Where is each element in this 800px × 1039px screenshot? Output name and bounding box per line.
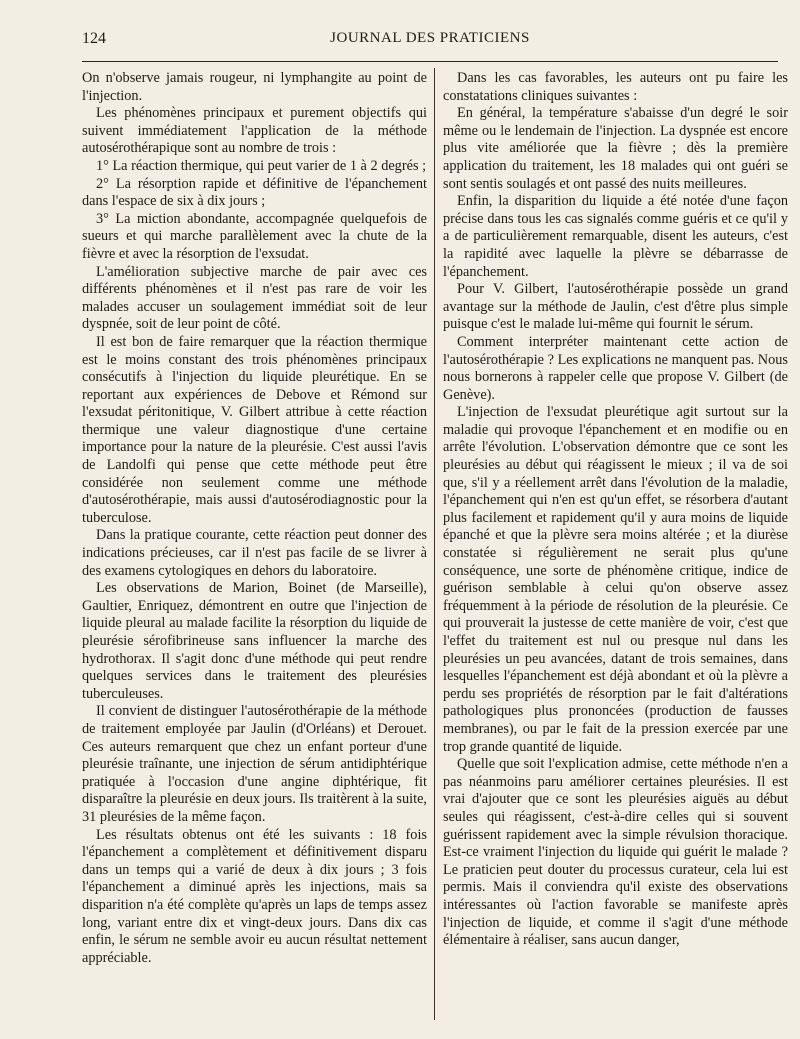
right-column xyxy=(443,70,788,950)
page-header xyxy=(82,30,778,52)
paragraph: L'injection de l'exsudat pleurétique agit surtout sur la maladie qui provoque l'épanchement et en modifie ou en arrête l'évolution. L'observation démontre que ce sont les pleurésies au début qui réagissent le mieux ; il va de soi que, s'il y a réellement arrêt dans l'évolution de la maladie, l'épanchement qui n'en est qu'un effet, se résorbera d'autant plus facilement et rapidement qu'il y aura moins de liquide épanché et que la plèvre sera moins altérée ; et la diurèse constatée si régulièrement ne serait plus qu'une conséquence, une sorte de phénomène critique, indice de guérison semblable à celui qu'on observe assez fréquemment à la période de résolution de la pleurésie. Ce qui prouverait la justesse de cette manière de voir, c'est que l'effet du traitement est nul ou presque nul dans les pleurésies un peu avancées, datant de trois semaines, dans lesquelles l'épanchement est déjà abondant et où la plèvre a perdu ses propriétés de résorption par le fait d'altérations pathologiques plus prononcées (production de fausses membranes), ou par le fait de la pression exercée par une trop grande quantité de liquide. xyxy=(443,404,788,755)
running-title: JOURNAL DES PRATICIENS xyxy=(330,30,530,46)
paragraph: Comment interpréter maintenant cette action de l'autosérothérapie ? Les explications ne manquent pas. Nous nous bornerons à rappeler celle que propose V. Gilbert (de Genève). xyxy=(443,333,788,403)
paragraph: En général, la température s'abaisse d'un degré le soir même ou le lendemain de l'injection. La dyspnée est encore plus vite améliorée que la fièvre ; dès la première application du traitement, les 18 malades qui ont guéri se sont sentis soulagés et ont passé des nuits meilleures. xyxy=(443,105,788,192)
paragraph: Il convient de distinguer l'autosérothérapie de la méthode de traitement employée par Jaulin (d'Orléans) et Derouet. Ces auteurs remarquent que chez un enfant porteur d'une pleurésie traînante, une injection de sérum antidiphtérique pratiquée à l'occasion d'une angine diphtérique, fit disparaître la pleurésie en deux jours. Ils traitèrent à la suite, 31 pleurésies de la même façon. xyxy=(82,703,427,825)
paragraph: Pour V. Gilbert, l'autosérothérapie possède un grand avantage sur la méthode de Jaulin, c'est d'être plus simple puisque c'est le malade lui-même qui fournit le sérum. xyxy=(443,281,788,333)
paragraph: Il est bon de faire remarquer que la réaction thermique est le moins constant des trois phénomènes principaux consécutifs à l'injection du liquide pleurétique. En se reportant aux expériences de Debove et Rémond sur l'exsudat péritonitique, V. Gilbert attribue à cette réaction thermique une valeur diagnostique d'une certaine importance pour la nature de la pleurésie. C'est aussi l'avis de Landolfi qui pense que cette méthode peut être considérée non seulement comme une méthode d'autosérothérapie, mais aussi d'autosérodiagnostic pour la tuberculose. xyxy=(82,333,427,526)
page-number: 124 xyxy=(82,30,106,47)
paragraph: L'amélioration subjective marche de pair avec ces différents phénomènes et il n'est pas rare de voir les malades accuser un soulagement immédiat soit de leur dyspnée, soit de leur point de côté. xyxy=(82,263,427,333)
paragraph: 3° La miction abondante, accompagnée quelquefois de sueurs et qui marche parallèlement avec la chute de la fièvre et avec la résorption de l'exsudat. xyxy=(82,210,427,262)
header-rule xyxy=(82,61,778,62)
paragraph: Dans la pratique courante, cette réaction peut donner des indications précieuses, car il n'est pas facile de se livrer à des examens cytologiques en dehors du laboratoire. xyxy=(82,527,427,579)
paragraph: Quelle que soit l'explication admise, cette méthode n'en a pas néanmoins paru améliorer certaines pleurésies. Il est vrai d'ajouter que ce sont les pleurésies aiguës au début seules qui réagissent, c'est-à-dire celles qui si souvent guérissent rapidement avec la simple révulsion thoracique. Est-ce vraiment l'injection du liquide qui guérit le malade ? Le praticien peut douter du processus curateur, cela lui est permis. Mais il conviendra qu'il existe des observations intéressantes où l'action favorable se manifeste après l'injection de liquide, et comme il s'agit d'une méthode élémentaire à réaliser, sans aucun danger, xyxy=(443,756,788,949)
paragraph: 2° La résorption rapide et définitive de l'épanchement dans l'espace de six à dix jours ; xyxy=(82,175,427,210)
paragraph: Enfin, la disparition du liquide a été notée d'une façon précise dans tous les cas signalés comme guéris et ce qu'il y a de particulièrement remarquable, disent les auteurs, c'est la rapidité avec laquelle la plèvre se débarrasse de l'épanchement. xyxy=(443,193,788,280)
column-divider xyxy=(434,68,435,1020)
paragraph: Les observations de Marion, Boinet (de Marseille), Gaultier, Enriquez, démontrent en outre que l'injection de liquide pleural au malade facilite la résorption du liquide de pleurésie sérofibrineuse sans influencer la marche des hydrothorax. Il s'agit donc d'une méthode qui peut rendre quelques services dans le traitement des pleurésies tuberculeuses. xyxy=(82,580,427,702)
left-column xyxy=(82,70,427,967)
paragraph: Les phénomènes principaux et purement objectifs qui suivent immédiatement l'application de la méthode autosérothérapique sont au nombre de trois : xyxy=(82,105,427,157)
paragraph: 1° La réaction thermique, qui peut varier de 1 à 2 degrés ; xyxy=(96,157,427,174)
paragraph: Dans les cas favorables, les auteurs ont pu faire les constatations cliniques suivantes : xyxy=(443,70,788,104)
paragraph: On n'observe jamais rougeur, ni lymphangite au point de l'injection. xyxy=(82,70,427,104)
paragraph: Les résultats obtenus ont été les suivants : 18 fois l'épanchement a complètement et définitivement disparu dans un temps qui a varié de deux à dix jours ; 3 fois l'épanchement a diminué après les injections, mais sa disparition n'a été complète qu'après un laps de temps assez long, variant entre dix et vingt-deux jours. Dans dix cas enfin, le sérum ne semble avoir eu aucun résultat nettement appréciable. xyxy=(82,826,427,966)
